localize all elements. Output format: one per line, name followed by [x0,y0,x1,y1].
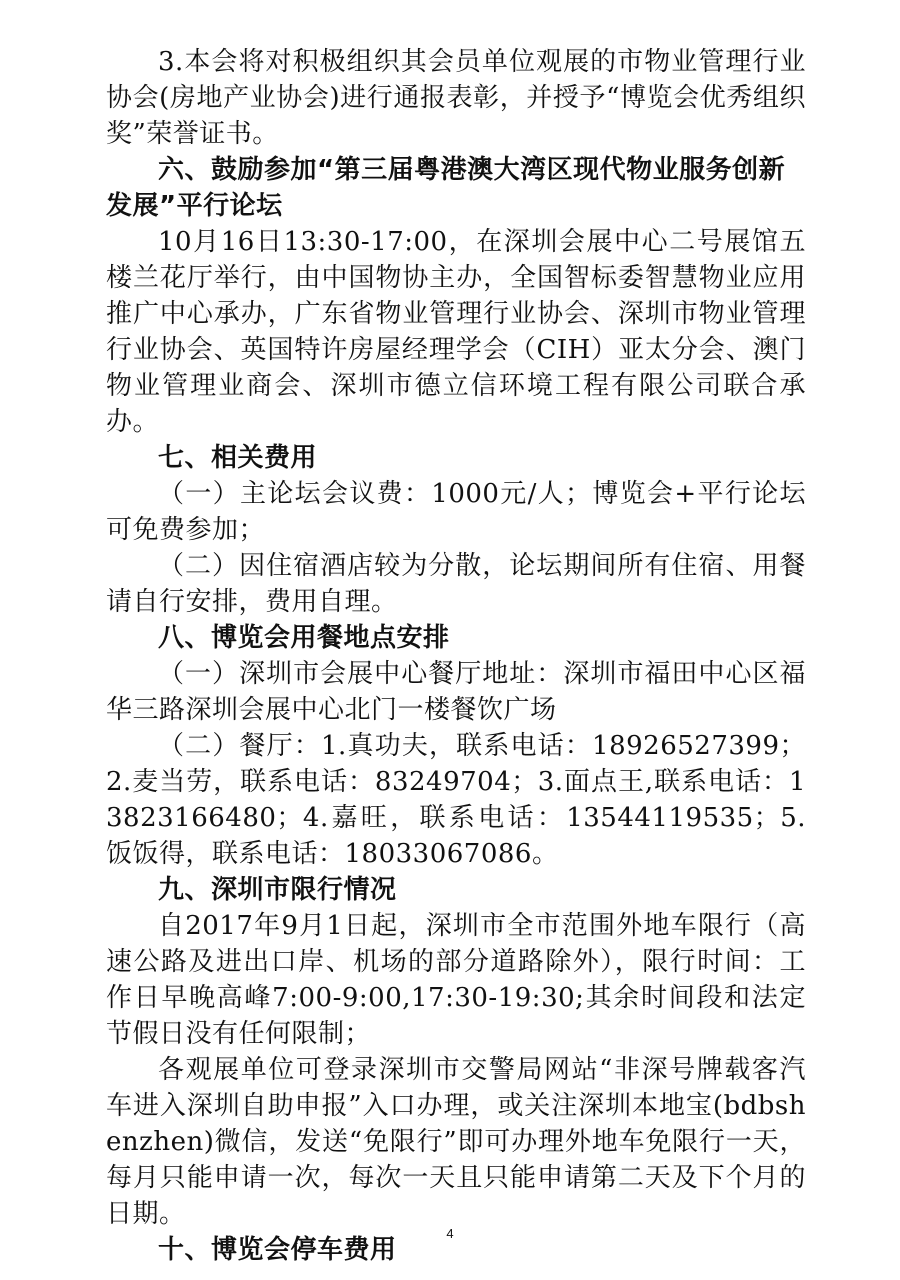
paragraph-exemption: 各观展单位可登录深圳市交警局网站“非深号牌载客汽车进入深圳自助申报”入口办理，或关注深圳本地宝(bdbshenzhen)微信，发送“免限行”即可办理外地车免限行一天，每月只能申请一次，每次一天且只能申请第二天及下个月的日期。 [106,1055,806,1229]
paragraph-fee-2: （二）因住宿酒店较为分散，论坛期间所有住宿、用餐请自行安排，费用自理。 [106,551,806,617]
section-heading-6: 六、鼓励参加“第三届粤港澳大湾区现代物业服务创新发展”平行论坛 [106,155,786,221]
paragraph-award: 3.本会将对积极组织其会员单位观展的市物业管理行业协会(房地产业协会)进行通报表彰，并授予“博览会优秀组织奖”荣誉证书。 [106,47,806,149]
page-number: 4 [446,1226,454,1241]
document-body [106,44,806,1268]
paragraph-traffic-limit: 自2017年9月1日起，深圳市全市范围外地车限行（高速公路及进出口岸、机场的部分道路除外），限行时间：工作日早晚高峰7:00-9:00,17:30-19:30;其余时间段和法定节假日没有任何限制； [106,911,806,1049]
section-heading-8: 八、博览会用餐地点安排 [158,623,450,653]
section-heading-9: 九、深圳市限行情况 [158,875,397,905]
paragraph-fee-1: （一）主论坛会议费：1000元/人；博览会+平行论坛可免费参加； [106,479,806,545]
paragraph-dining-address: （一）深圳市会展中心餐厅地址：深圳市福田中心区福华三路深圳会展中心北门一楼餐饮广场 [106,659,806,725]
section-heading-10: 十、博览会停车费用 [158,1235,397,1265]
paragraph-restaurants: （二）餐厅：1.真功夫，联系电话：18926527399；2.麦当劳，联系电话：83249704；3.面点王,联系电话：13823166480；4.嘉旺，联系电话：13544119535；5.饭饭得，联系电话：18033067086。 [106,731,806,869]
paragraph-forum: 10月16日13:30-17:00，在深圳会展中心二号展馆五楼兰花厅举行，由中国物协主办，全国智标委智慧物业应用推广中心承办，广东省物业管理行业协会、深圳市物业管理行业协会、英国特许房屋经理学会（CIH）亚太分会、澳门物业管理业商会、深圳市德立信环境工程有限公司联合承办。 [106,227,806,437]
section-heading-7: 七、相关费用 [158,443,318,473]
